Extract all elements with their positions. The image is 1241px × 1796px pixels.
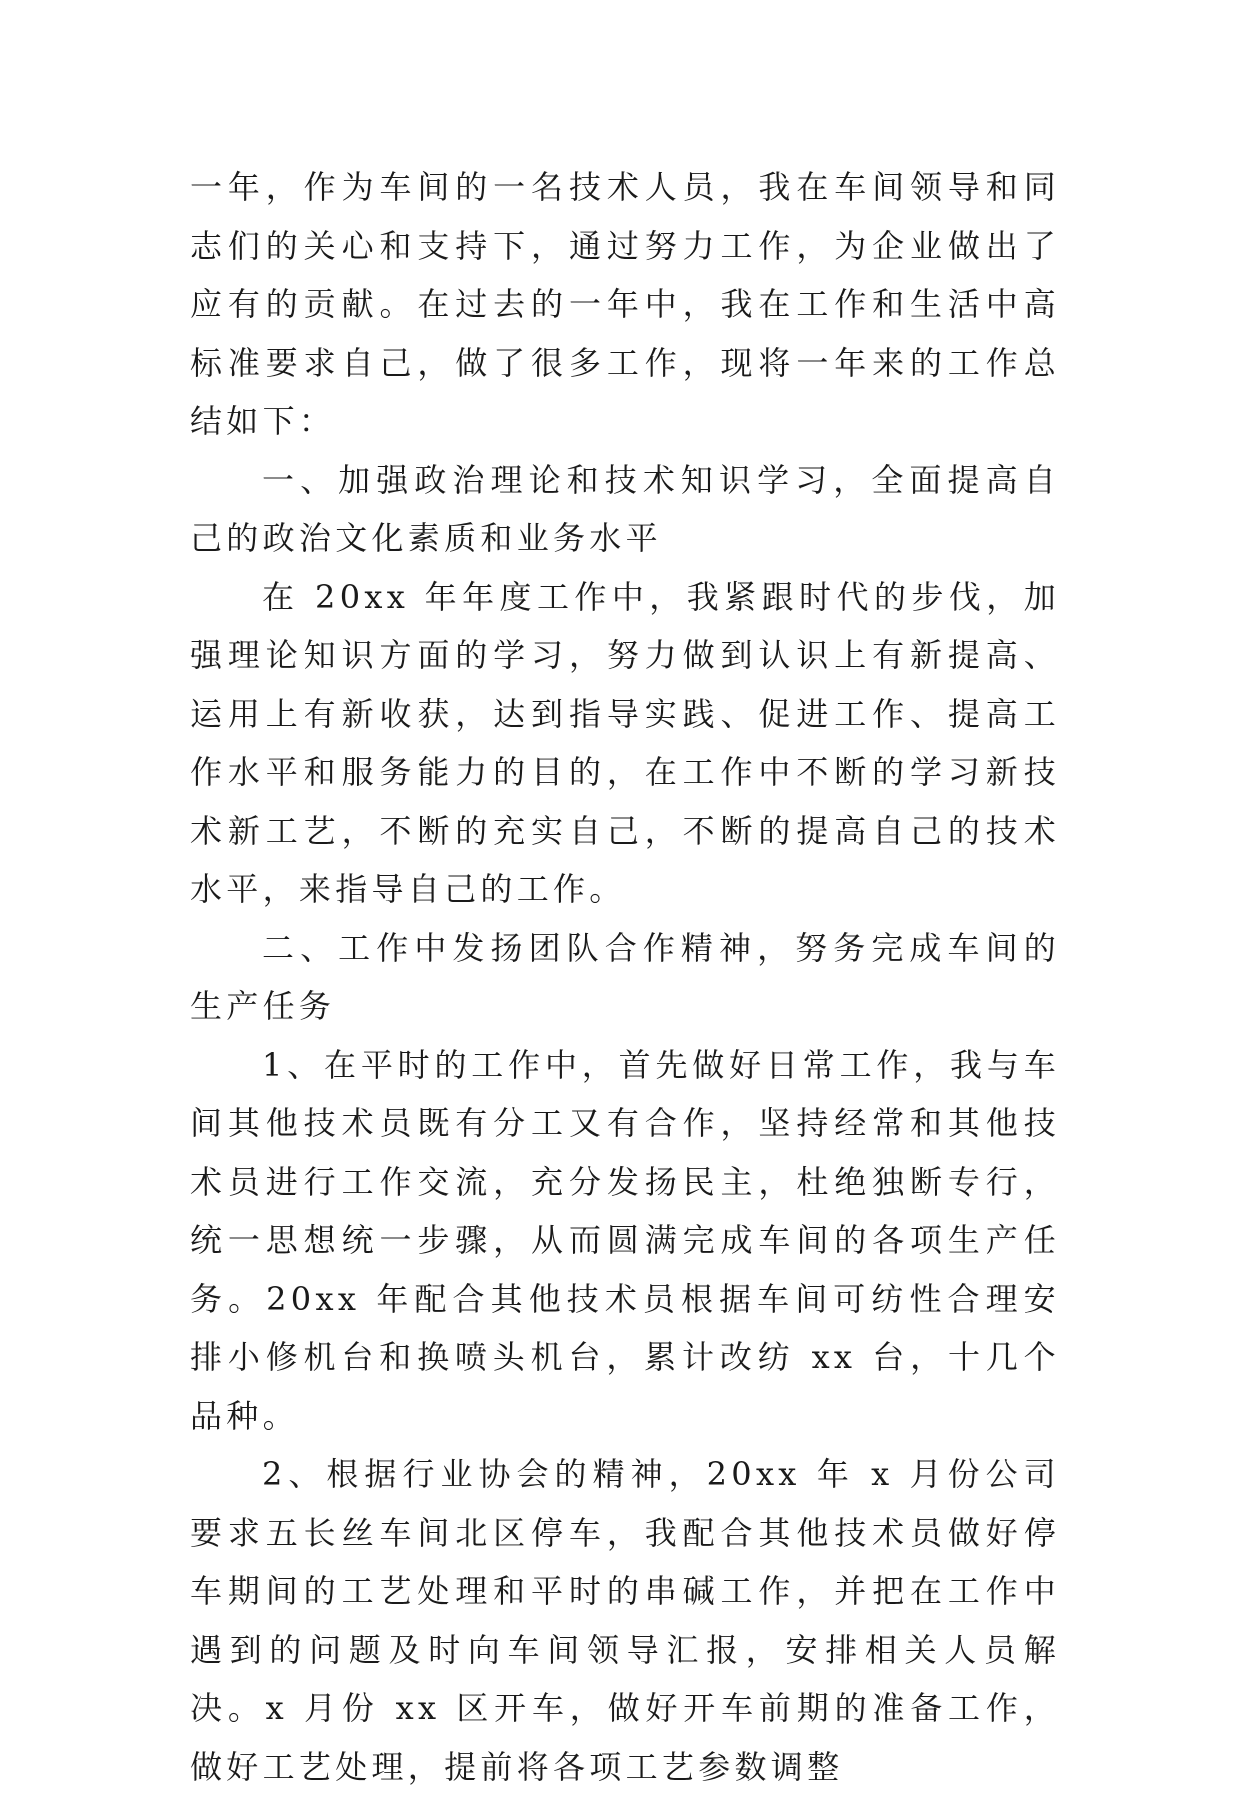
section-2-item-1: 1、在平时的工作中，首先做好日常工作，我与车间其他技术员既有分工又有合作，坚持经常和其他技术员进行工作交流，充分发扬民主，杜绝独断专行，统一思想统一步骤，从而圆满完成车间的各项生产任务。20xx 年配合其他技术员根据车间可纺性合理安排小修机台和换喷头机台，累计改纺 xx 台，十几个品种。: [190, 1045, 1060, 1435]
section-2-item-2: 2、根据行业协会的精神，20xx 年 x 月份公司要求五长丝车间北区停车，我配合其他技术员做好停车期间的工艺处理和平时的串碱工作，并把在工作中遇到的问题及时向车间领导汇报，安排相关人员解决。x 月份 xx 区开车，做好开车前期的准备工作，做好工艺处理，提前将各项工艺参数调整: [190, 1455, 1060, 1786]
section-heading-1: 一、加强政治理论和技术知识学习，全面提高自己的政治文化素质和业务水平: [190, 460, 1060, 557]
intro-paragraph: 一年，作为车间的一名技术人员，我在车间领导和同志们的关心和支持下，通过努力工作，为企业做出了应有的贡献。在过去的一年中，我在工作和生活中高标准要求自己，做了很多工作，现将一年来的工作总结如下：: [190, 168, 1060, 440]
document-body: [190, 158, 1060, 1796]
section-1-paragraph: 在 20xx 年年度工作中，我紧跟时代的步伐，加强理论知识方面的学习，努力做到认识上有新提高、运用上有新收获，达到指导实践、促进工作、提高工作水平和服务能力的目的，在工作中不断的学习新技术新工艺，不断的充实自己，不断的提高自己的技术水平，来指导自己的工作。: [190, 577, 1060, 908]
section-heading-2: 二、工作中发扬团队合作精神，努务完成车间的生产任务: [190, 928, 1060, 1025]
